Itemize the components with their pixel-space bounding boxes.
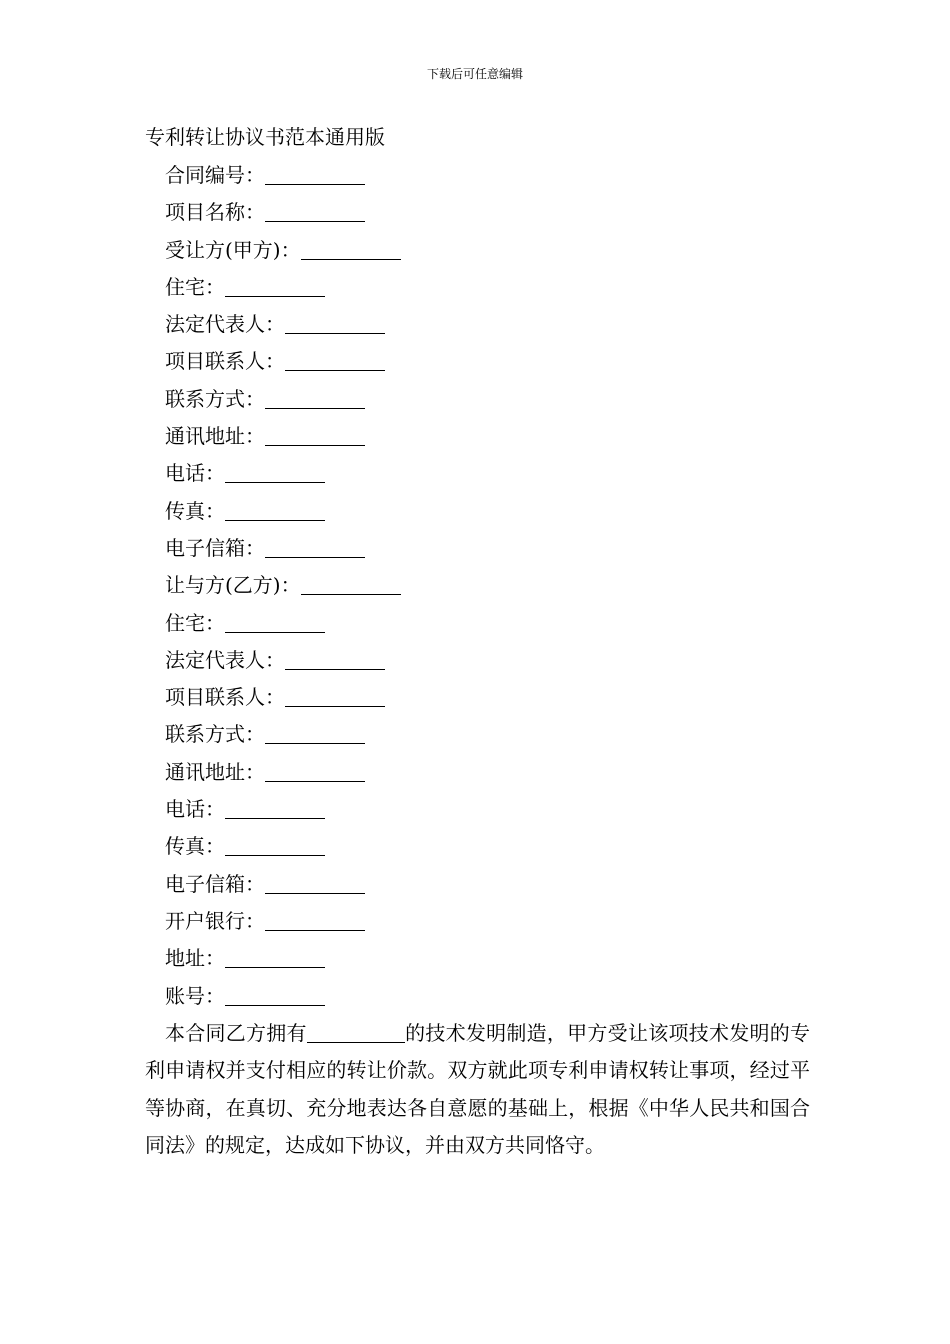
document-title: 专利转让协议书范本通用版 [145, 125, 385, 149]
fill-blank [265, 535, 365, 558]
field-party-b-contact-method [145, 716, 810, 753]
fill-blank [285, 647, 385, 670]
field-party-a-fax [145, 493, 810, 530]
field-list [145, 157, 810, 1015]
fill-blank [225, 610, 325, 633]
fill-blank [265, 759, 365, 782]
fill-blank [225, 274, 325, 297]
field-party-b-email [145, 866, 810, 903]
field-project-name [145, 194, 810, 231]
fill-blank [265, 908, 365, 931]
field-label: 项目名称： [165, 200, 265, 225]
field-label: 合同编号： [165, 163, 265, 187]
field-party-a-legal-rep [145, 306, 810, 343]
fill-blank [265, 423, 365, 446]
field-label: 项目联系人： [165, 685, 285, 710]
preamble-text-start: 本合同乙方拥有 [165, 1020, 307, 1045]
field-party-b [145, 567, 810, 604]
field-label: 传真： [165, 834, 225, 859]
field-label: 电话： [165, 461, 225, 486]
field-label: 开户银行： [165, 908, 265, 933]
field-label: 住宅： [165, 610, 225, 635]
field-party-b-bank-address [145, 940, 810, 977]
field-party-b-project-contact [145, 679, 810, 716]
fill-blank [285, 684, 385, 707]
fill-blank [225, 460, 325, 483]
field-party-b-mailing-address [145, 754, 810, 791]
field-party-b-fax [145, 828, 810, 865]
field-label: 地址： [165, 946, 225, 971]
field-party-a-phone [145, 455, 810, 492]
fill-blank [285, 311, 385, 334]
field-label: 住宅： [165, 274, 225, 299]
field-party-b-bank [145, 903, 810, 940]
field-party-a [145, 232, 810, 269]
field-label: 受让方(甲方)： [165, 237, 301, 262]
fill-blank [225, 833, 325, 856]
document-body [145, 122, 810, 1165]
fill-blank [265, 199, 365, 222]
fill-blank [265, 386, 365, 409]
preamble-text-end: 的技术发明制造，甲方受让该项技术发明的专利申请权并支付相应的转让价款。双方就此项专利申请权转让事项，经过平等协商，在真切、充分地表达各自意愿的基础上，根据《中华人民共和国合同法》的规定，达成如下协议，并由双方共同恪守。 [145, 1020, 811, 1158]
field-label: 法定代表人： [165, 312, 285, 337]
fill-blank [225, 498, 325, 521]
field-party-a-residence [145, 269, 810, 306]
field-party-a-mailing-address [145, 418, 810, 455]
field-party-a-project-contact [145, 343, 810, 380]
fill-blank [301, 572, 401, 595]
field-party-b-phone [145, 791, 810, 828]
field-party-b-residence [145, 605, 810, 642]
field-label: 让与方(乙方)： [165, 573, 301, 598]
field-label: 传真： [165, 498, 225, 523]
field-party-a-email [145, 530, 810, 567]
field-label: 账号： [165, 983, 225, 1008]
field-party-b-legal-rep [145, 642, 810, 679]
field-label: 电话： [165, 797, 225, 822]
fill-blank [301, 237, 401, 260]
fill-blank [225, 945, 325, 968]
field-label: 联系方式： [165, 722, 265, 747]
page-header-note: 下载后可任意编辑 [426, 67, 523, 81]
field-contract-number [145, 157, 810, 194]
fill-blank [225, 796, 325, 819]
fill-blank [225, 983, 325, 1006]
fill-blank [265, 871, 365, 894]
field-label: 联系方式： [165, 386, 265, 411]
field-label: 通讯地址： [165, 424, 265, 449]
field-party-b-account [145, 978, 810, 1015]
fill-blank [265, 721, 365, 744]
fill-blank [307, 1020, 405, 1043]
field-label: 电子信箱： [165, 871, 265, 896]
field-label: 项目联系人： [165, 349, 285, 374]
field-label: 电子信箱： [165, 535, 265, 560]
field-label: 法定代表人： [165, 647, 285, 672]
fill-blank [265, 162, 365, 185]
fill-blank [285, 348, 385, 371]
preamble-paragraph [145, 1015, 810, 1165]
field-label: 通讯地址： [165, 759, 265, 784]
field-party-a-contact-method [145, 381, 810, 418]
